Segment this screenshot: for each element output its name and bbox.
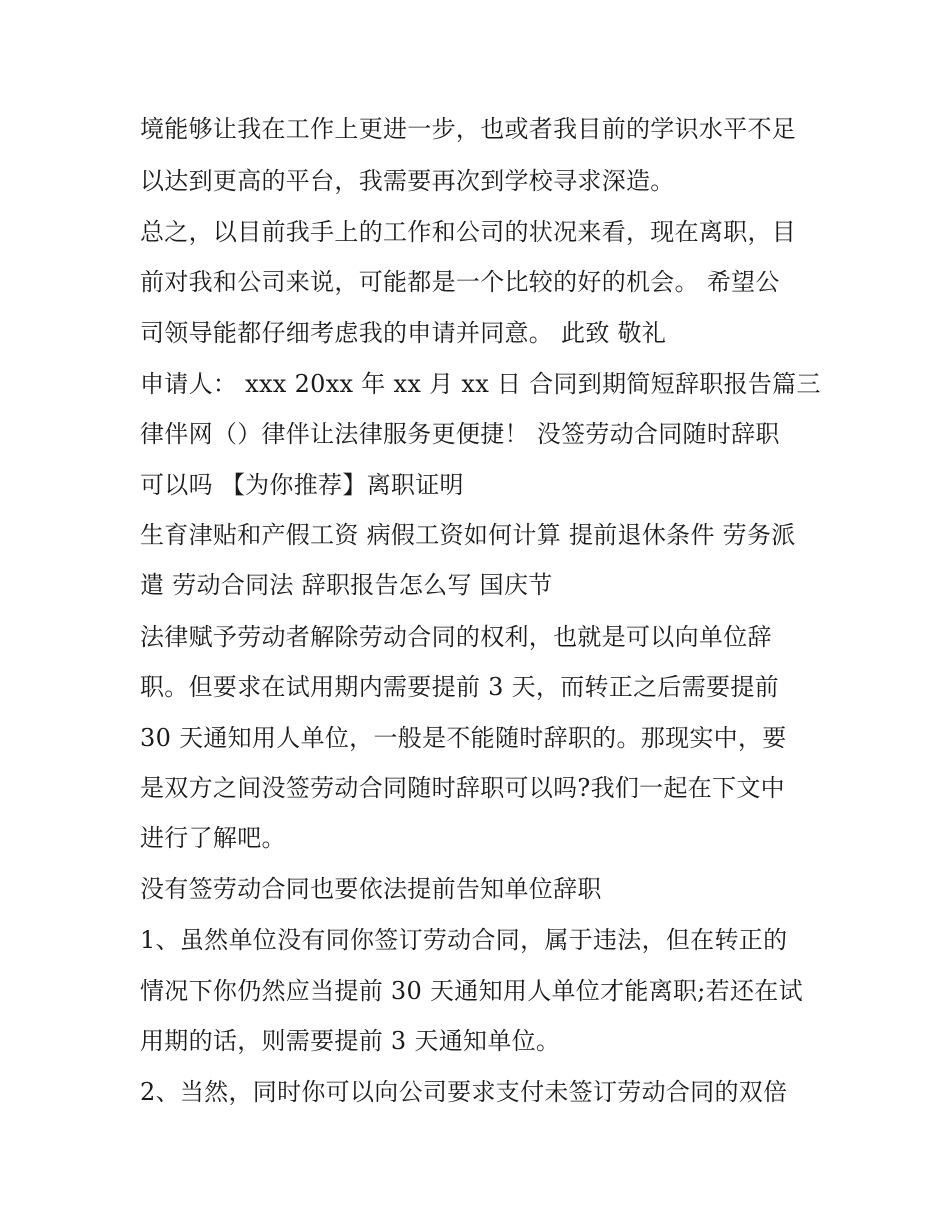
text-line: 律伴网（）律伴让法律服务更便捷！ 没签劳动合同随时辞职 bbox=[140, 420, 780, 448]
text-line: 30 天通知用人单位，一般是不能随时辞职的。那现实中，要 bbox=[140, 724, 787, 752]
text-line: 情况下你仍然应当提前 30 天通知用人单位才能离职;若还在试 bbox=[140, 977, 803, 1005]
text-line: 用期的话，则需要提前 3 天通知单位。 bbox=[140, 1027, 561, 1055]
text-line: 1、虽然单位没有同你签订劳动合同，属于违法，但在转正的 bbox=[140, 926, 788, 954]
text-line: 2、当然，同时你可以向公司要求支付未签订劳动合同的双倍 bbox=[140, 1078, 788, 1106]
text-line: 境能够让我在工作上更进一步，也或者我目前的学识水平不足 bbox=[140, 115, 797, 143]
text-line: 法律赋予劳动者解除劳动合同的权利，也就是可以向单位辞 bbox=[140, 623, 772, 651]
text-line: 申请人： xxx 20xx 年 xx 月 xx 日 合同到期简短辞职报告篇三 bbox=[140, 370, 821, 398]
text-line: 生育津贴和产假工资 病假工资如何计算 提前退休条件 劳务派 bbox=[140, 521, 796, 549]
text-line: 进行了解吧。 bbox=[140, 824, 286, 852]
text-line: 以达到更高的平台，我需要再次到学校寻求深造。 bbox=[140, 167, 675, 195]
text-line: 职。但要求在试用期内需要提前 3 天，而转正之后需要提前 bbox=[140, 673, 779, 701]
text-line: 是双方之间没签劳动合同随时辞职可以吗?我们一起在下文中 bbox=[140, 774, 785, 802]
text-line: 司领导能都仔细考虑我的申请并同意。 此致 敬礼 bbox=[140, 319, 667, 347]
text-line: 没有签劳动合同也要依法提前告知单位辞职 bbox=[140, 875, 602, 903]
text-line: 遣 劳动合同法 辞职报告怎么写 国庆节 bbox=[140, 571, 553, 599]
text-line: 可以吗 【为你推荐】离职证明 bbox=[140, 471, 464, 499]
text-line: 总之，以目前我手上的工作和公司的状况来看，现在离职，目 bbox=[140, 218, 797, 246]
text-line: 前对我和公司来说，可能都是一个比较的好的机会。 希望公 bbox=[140, 268, 780, 296]
